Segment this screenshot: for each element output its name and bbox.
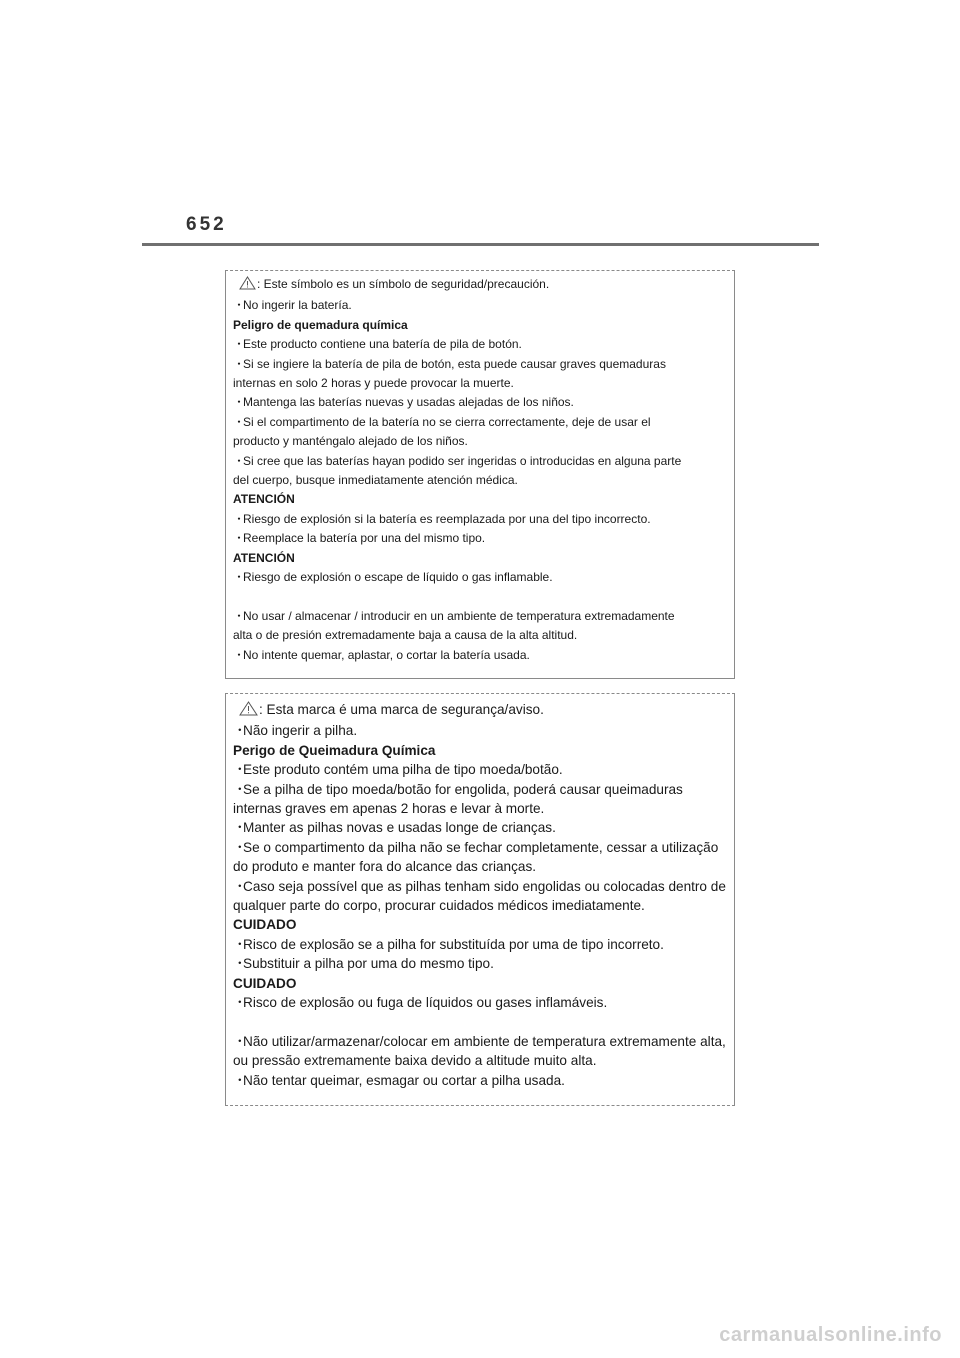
continuation-text: internas graves em apenas 2 horas e levar à morte.	[233, 801, 545, 817]
bullet-text: Si se ingiere la batería de pila de botón, esta puede causar graves quemaduras	[243, 356, 666, 371]
bullet-item	[233, 529, 727, 548]
bullet-text: Risco de explosão ou fuga de líquidos ou gases inflamáveis.	[243, 995, 608, 1011]
watermark: carmanualsonline.info	[719, 1324, 942, 1346]
bullet-item	[233, 355, 727, 374]
bullet-text: Riesgo de explosión o escape de líquido o gas inflamable.	[243, 570, 553, 585]
bullet-glyph: ・	[233, 936, 247, 952]
bullet-text: Se a pilha de tipo moeda/botão for engolida, poderá causar queimaduras	[243, 781, 683, 797]
section-heading: CUIDADO	[233, 975, 297, 991]
warning-triangle-icon	[239, 701, 258, 721]
bullet-text: Este producto contiene una batería de pila de botón.	[243, 337, 522, 352]
bullet-text: Se o compartimento da pilha não se fechar completamente, cessar a utilização	[243, 839, 719, 855]
continuation-text: qualquer parte do corpo, procurar cuidados médicos imediatamente.	[233, 898, 645, 914]
bullet-glyph: ・	[233, 878, 247, 894]
spanish-symbol-text: : Este símbolo es un símbolo de seguridad/precaución.	[257, 277, 550, 291]
bullet-item	[233, 760, 727, 779]
bullet-text: Não utilizar/armazenar/colocar em ambiente de temperatura extremamente alta,	[243, 1033, 726, 1049]
bullet-text: Si el compartimento de la batería no se cierra correctamente, deje de usar el	[243, 414, 651, 429]
page-number: 652	[186, 214, 227, 235]
bullet-item	[233, 296, 727, 315]
bullet-glyph: ・	[233, 395, 246, 410]
bullet-glyph: ・	[233, 1033, 247, 1049]
continuation-text: ou pressão extremamente baixa devido a altitude muito alta.	[233, 1053, 597, 1069]
continuation-text: del cuerpo, busque inmediatamente atención médica.	[233, 473, 518, 488]
section-heading: ATENCIÓN	[233, 550, 295, 565]
continuation-text: alta o de presión extremadamente baja a causa de la alta altitud.	[233, 628, 578, 643]
bullet-text: Riesgo de explosión si la batería es reemplazada por una del tipo incorrecto.	[243, 511, 651, 526]
bullet-text: Não tentar queimar, esmagar ou cortar a pilha usada.	[243, 1072, 565, 1088]
bullet-text: Manter as pilhas novas e usadas longe de crianças.	[243, 820, 556, 836]
continuation-text: internas en solo 2 horas y puede provocar la muerte.	[233, 376, 514, 391]
bullet-glyph: ・	[233, 723, 247, 739]
bullet-text: No intente quemar, aplastar, o cortar la batería usada.	[243, 647, 530, 662]
bullet-text: Este produto contém uma pilha de tipo moeda/botão.	[243, 762, 563, 778]
portuguese-warning-box	[225, 693, 735, 1106]
bullet-item	[233, 954, 727, 973]
portuguese-symbol-note	[233, 700, 727, 721]
bullet-glyph: ・	[233, 337, 246, 352]
bullet-glyph: ・	[233, 647, 246, 662]
continuation-text: do produto e manter fora do alcance das crianças.	[233, 859, 537, 875]
bullet-item	[233, 393, 727, 412]
bullet-glyph: ・	[233, 414, 246, 429]
bullet-glyph: ・	[233, 839, 247, 855]
bullet-item	[233, 877, 727, 896]
bullet-glyph: ・	[233, 995, 247, 1011]
bullet-text: Risco de explosão se a pilha for substituída por uma de tipo incorreto.	[243, 936, 664, 952]
bullet-text: Não ingerir a pilha.	[243, 723, 358, 739]
bullet-item	[233, 413, 727, 432]
spanish-symbol-note	[233, 275, 727, 296]
spacer	[233, 1013, 727, 1032]
bullet-text: Reemplace la batería por una del mismo tipo.	[243, 531, 486, 546]
spanish-lines	[233, 296, 727, 665]
bullet-item	[233, 818, 727, 837]
bullet-item	[233, 452, 727, 471]
continuation-text: producto y manténgalo alejado de los niños.	[233, 434, 468, 449]
bullet-glyph: ・	[233, 608, 246, 623]
bullet-glyph: ・	[233, 1072, 247, 1088]
section-heading: CUIDADO	[233, 917, 297, 933]
bullet-glyph: ・	[233, 298, 246, 313]
bullet-glyph: ・	[233, 781, 247, 797]
bullet-item	[233, 335, 727, 354]
bullet-glyph: ・	[233, 356, 246, 371]
bullet-item	[233, 568, 727, 587]
bullet-text: Mantenga las baterías nuevas y usadas alejadas de los niños.	[243, 395, 574, 410]
header-rule	[142, 243, 819, 246]
bullet-item	[233, 721, 727, 740]
bullet-glyph: ・	[233, 531, 246, 546]
section-heading: Perigo de Queimadura Química	[233, 742, 436, 758]
bullet-text: No ingerir la batería.	[243, 298, 352, 313]
bullet-item	[233, 510, 727, 529]
bullet-glyph: ・	[233, 453, 246, 468]
bullet-glyph: ・	[233, 956, 247, 972]
bullet-text: Caso seja possível que as pilhas tenham sido engolidas ou colocadas dentro de	[243, 878, 726, 894]
section-heading: ATENCIÓN	[233, 492, 295, 507]
portuguese-lines	[233, 721, 727, 1090]
bullet-text: Substituir a pilha por uma do mesmo tipo.	[243, 956, 494, 972]
bullet-item	[233, 646, 727, 665]
section-heading: Peligro de quemadura química	[233, 317, 408, 332]
bullet-item	[233, 780, 727, 799]
bullet-glyph: ・	[233, 511, 246, 526]
portuguese-symbol-text: : Esta marca é uma marca de segurança/aviso.	[259, 702, 544, 717]
bullet-item	[233, 993, 727, 1012]
bullet-glyph: ・	[233, 820, 247, 836]
bullet-item	[233, 838, 727, 857]
bullet-item	[233, 935, 727, 954]
spacer	[233, 588, 727, 607]
bullet-text: Si cree que las baterías hayan podido ser ingeridas o introducidas en alguna parte	[243, 453, 682, 468]
bullet-glyph: ・	[233, 762, 247, 778]
spanish-warning-box	[225, 270, 735, 679]
bullet-text: No usar / almacenar / introducir en un ambiente de temperatura extremadamente	[243, 608, 675, 623]
bullet-item	[233, 1032, 727, 1051]
bullet-glyph: ・	[233, 570, 246, 585]
bullet-item	[233, 607, 727, 626]
bullet-item	[233, 1071, 727, 1090]
warning-triangle-icon	[239, 276, 256, 296]
